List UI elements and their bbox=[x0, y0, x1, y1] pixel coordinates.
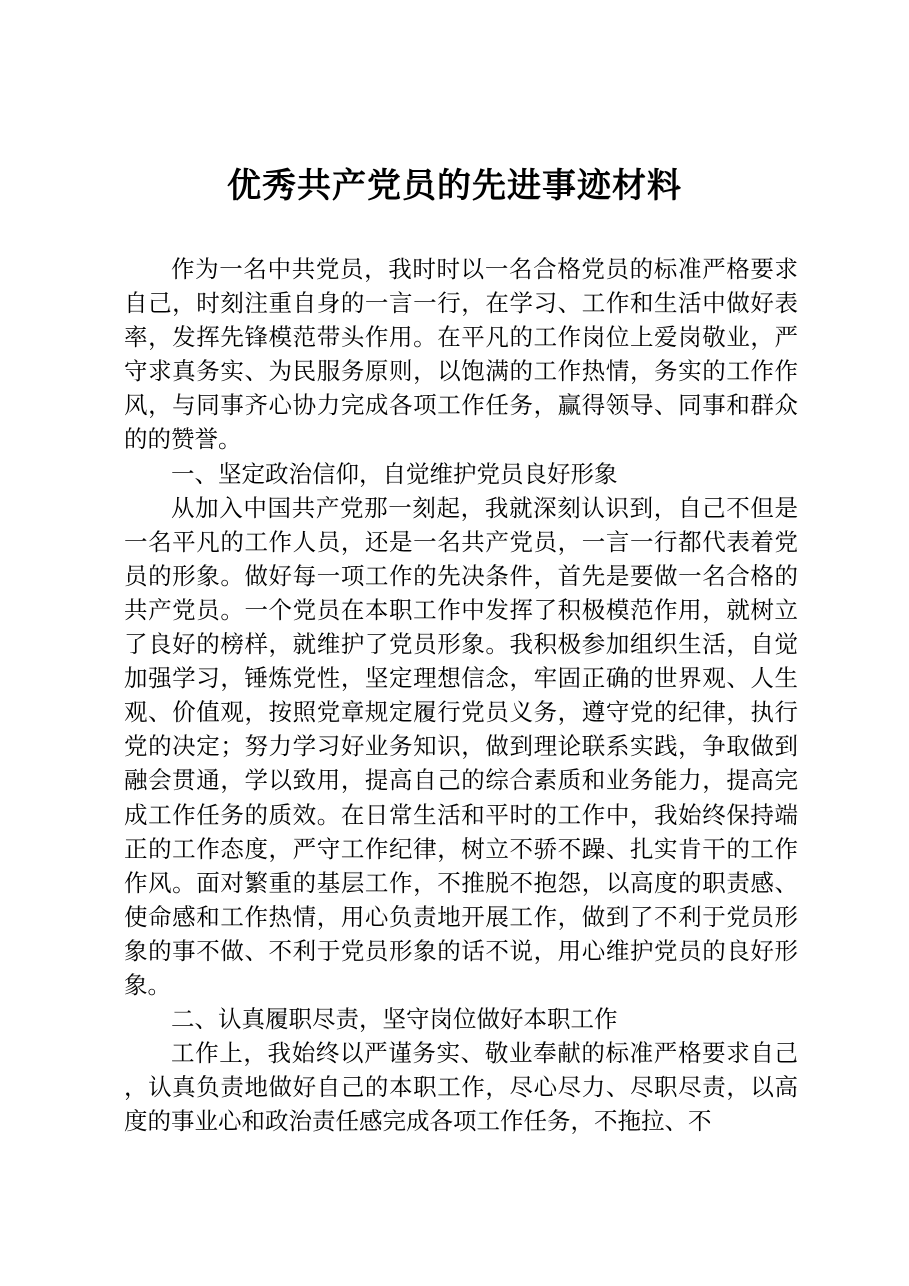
section-heading-1: 一、坚定政治信仰，自觉维护党员良好形象 bbox=[171, 459, 618, 488]
section-heading-2: 二、认真履职尽责，坚守岗位做好本职工作 bbox=[171, 1005, 618, 1034]
document-body bbox=[124, 252, 798, 1138]
paragraph-intro: 作为一名中共党员，我时时以一名合格党员的标准严格要求自己，时刻注重自身的一言一行，在学习、工作和生活中做好表率，发挥先锋模范带头作用。在平凡的工作岗位上爱岗敬业，严守求真务实、为民服务原则，以饱满的工作热情，务实的工作作风，与同事齐心协力完成各项工作任务，赢得领导、同事和群众的的赞誉。 bbox=[124, 255, 798, 454]
document-title: 优秀共产党员的先进事迹材料 bbox=[227, 166, 682, 206]
paragraph-section-1: 从加入中国共产党那一刻起，我就深刻认识到，自己不但是一名平凡的工作人员，还是一名共产党员，一言一行都代表着党员的形象。做好每一项工作的先决条件，首先是要做一名合格的共产党员。一个党员在本职工作中发挥了积极模范作用，就树立了良好的榜样，就维护了党员形象。我积极参加组织生活，自觉加强学习，锤炼党性，坚定理想信念，牢固正确的世界观、人生观、价值观，按照党章规定履行党员义务，遵守党的纪律，执行党的决定；努力学习好业务知识，做到理论联系实践，争取做到融会贯通，学以致用，提高自己的综合素质和业务能力，提高完成工作任务的质效。在日常生活和平时的工作中，我始终保持端正的工作态度，严守工作纪律，树立不骄不躁、扎实肯干的工作作风。面对繁重的基层工作，不推脱不抱怨，以高度的职责感、使命感和工作热情，用心负责地开展工作，做到了不利于党员形象的事不做、不利于党员形象的话不说，用心维护党员的良好形象。 bbox=[124, 493, 798, 999]
paragraph-section-2: 工作上，我始终以严谨务实、敬业奉献的标准严格要求自己，认真负责地做好自己的本职工作，尽心尽力、尽职尽责，以高度的事业心和政治责任感完成各项工作任务，不拖拉、不 bbox=[124, 1039, 798, 1136]
